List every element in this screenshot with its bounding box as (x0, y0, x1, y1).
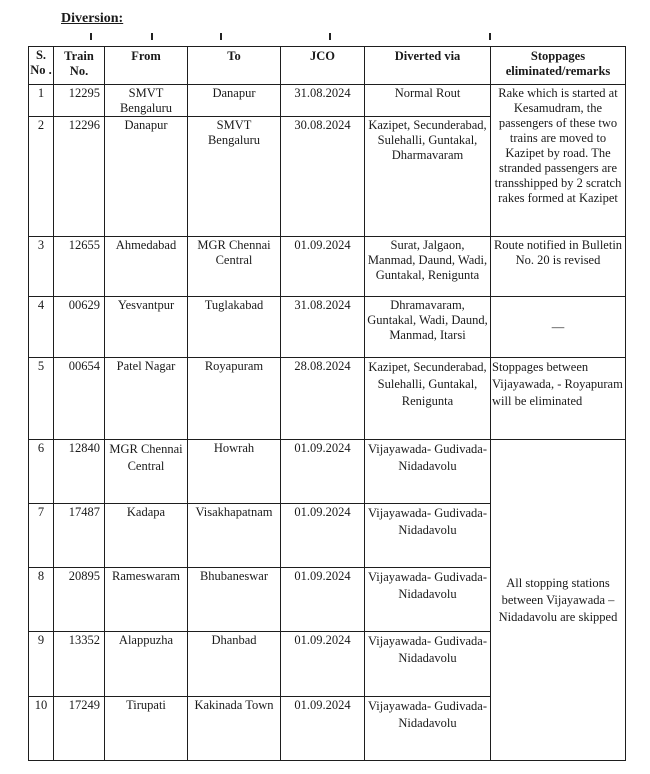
header-train-no: Train No. (54, 47, 105, 85)
cell-sno: 2 (29, 117, 54, 237)
cell-train-no: 17249 (54, 697, 105, 761)
cell-jco: 31.08.2024 (281, 85, 365, 117)
cell-train-no: 12295 (54, 85, 105, 117)
header-from: From (105, 47, 188, 85)
cell-from: Patel Nagar (105, 358, 188, 440)
cell-to: Danapur (188, 85, 281, 117)
cell-to: MGR Chennai Central (188, 237, 281, 297)
cell-train-no: 12840 (54, 440, 105, 504)
diversion-table (28, 46, 626, 761)
cell-sno: 5 (29, 358, 54, 440)
column-tick-mark (489, 33, 491, 40)
cell-diverted-via: Vijayawada- Gudivada- Nidadavolu (365, 504, 491, 568)
cell-diverted-via: Kazipet, Secunderabad, Sulehalli, Guntakal, Renigunta (365, 358, 491, 440)
cell-jco: 01.09.2024 (281, 504, 365, 568)
cell-diverted-via: Vijayawada- Gudivada- Nidadavolu (365, 568, 491, 632)
cell-sno: 7 (29, 504, 54, 568)
cell-from: Rameswaram (105, 568, 188, 632)
cell-jco: 30.08.2024 (281, 117, 365, 237)
header-to: To (188, 47, 281, 85)
table-row (29, 297, 626, 358)
column-tick-mark (220, 33, 222, 40)
cell-sno: 1 (29, 85, 54, 117)
table-row (29, 237, 626, 297)
cell-to: Tuglakabad (188, 297, 281, 358)
cell-sno: 3 (29, 237, 54, 297)
cell-diverted-via: Normal Rout (365, 85, 491, 117)
cell-train-no: 20895 (54, 568, 105, 632)
cell-train-no: 12655 (54, 237, 105, 297)
cell-remarks: Route notified in Bulletin No. 20 is revised (491, 237, 626, 297)
cell-from: Yesvantpur (105, 297, 188, 358)
cell-from: SMVT Bengaluru (105, 85, 188, 117)
table-row (29, 85, 626, 117)
table-row (29, 440, 626, 504)
cell-to: SMVT Bengaluru (188, 117, 281, 237)
column-tick-mark (329, 33, 331, 40)
cell-train-no: 13352 (54, 632, 105, 697)
cell-jco: 31.08.2024 (281, 297, 365, 358)
cell-sno: 4 (29, 297, 54, 358)
cell-sno: 6 (29, 440, 54, 504)
header-sno: S. No . (29, 47, 54, 85)
cell-sno: 10 (29, 697, 54, 761)
cell-diverted-via: Dhramavaram, Guntakal, Wadi, Daund, Manmad, Itarsi (365, 297, 491, 358)
cell-to: Bhubaneswar (188, 568, 281, 632)
cell-train-no: 12296 (54, 117, 105, 237)
cell-from: MGR Chennai Central (105, 440, 188, 504)
cell-sno: 8 (29, 568, 54, 632)
cell-diverted-via: Vijayawada- Gudivada- Nidadavolu (365, 440, 491, 504)
cell-diverted-via: Vijayawada- Gudivada- Nidadavolu (365, 697, 491, 761)
header-remarks: Stoppages eliminated/remarks (491, 47, 626, 85)
cell-jco: 28.08.2024 (281, 358, 365, 440)
cell-diverted-via: Vijayawada- Gudivada- Nidadavolu (365, 632, 491, 697)
cell-sno: 9 (29, 632, 54, 697)
cell-jco: 01.09.2024 (281, 440, 365, 504)
header-diverted-via: Diverted via (365, 47, 491, 85)
cell-diverted-via: Surat, Jalgaon, Manmad, Daund, Wadi, Guntakal, Renigunta (365, 237, 491, 297)
cell-train-no: 00629 (54, 297, 105, 358)
cell-jco: 01.09.2024 (281, 568, 365, 632)
cell-diverted-via: Kazipet, Secunderabad, Sulehalli, Guntakal, Dharmavaram (365, 117, 491, 237)
header-jco: JCO (281, 47, 365, 85)
cell-from: Kadapa (105, 504, 188, 568)
cell-jco: 01.09.2024 (281, 697, 365, 761)
cell-to: Visakhapatnam (188, 504, 281, 568)
cell-to: Kakinada Town (188, 697, 281, 761)
cell-to: Howrah (188, 440, 281, 504)
column-tick-mark (90, 33, 92, 40)
cell-remarks-merged: All stopping stations between Vijayawada – Nidadavolu are skipped (491, 440, 626, 761)
section-title: Diversion: (61, 11, 124, 26)
table-row (29, 358, 626, 440)
cell-remarks-merged: Rake which is started at Kesamudram, the passengers of these two trains are moved to Kazipet by road. The stranded passengers are transshipped by 2 scratch rakes formed at Kazipet (491, 85, 626, 237)
cell-from: Alappuzha (105, 632, 188, 697)
cell-remarks: Stoppages between Vijayawada, - Royapuram will be eliminated (491, 358, 626, 440)
cell-train-no: 17487 (54, 504, 105, 568)
cell-jco: 01.09.2024 (281, 237, 365, 297)
cell-from: Tirupati (105, 697, 188, 761)
cell-to: Dhanbad (188, 632, 281, 697)
column-tick-mark (151, 33, 153, 40)
cell-train-no: 00654 (54, 358, 105, 440)
cell-jco: 01.09.2024 (281, 632, 365, 697)
cell-from: Ahmedabad (105, 237, 188, 297)
cell-from: Danapur (105, 117, 188, 237)
cell-remarks: — (491, 297, 626, 358)
cell-to: Royapuram (188, 358, 281, 440)
header-row (29, 47, 626, 85)
